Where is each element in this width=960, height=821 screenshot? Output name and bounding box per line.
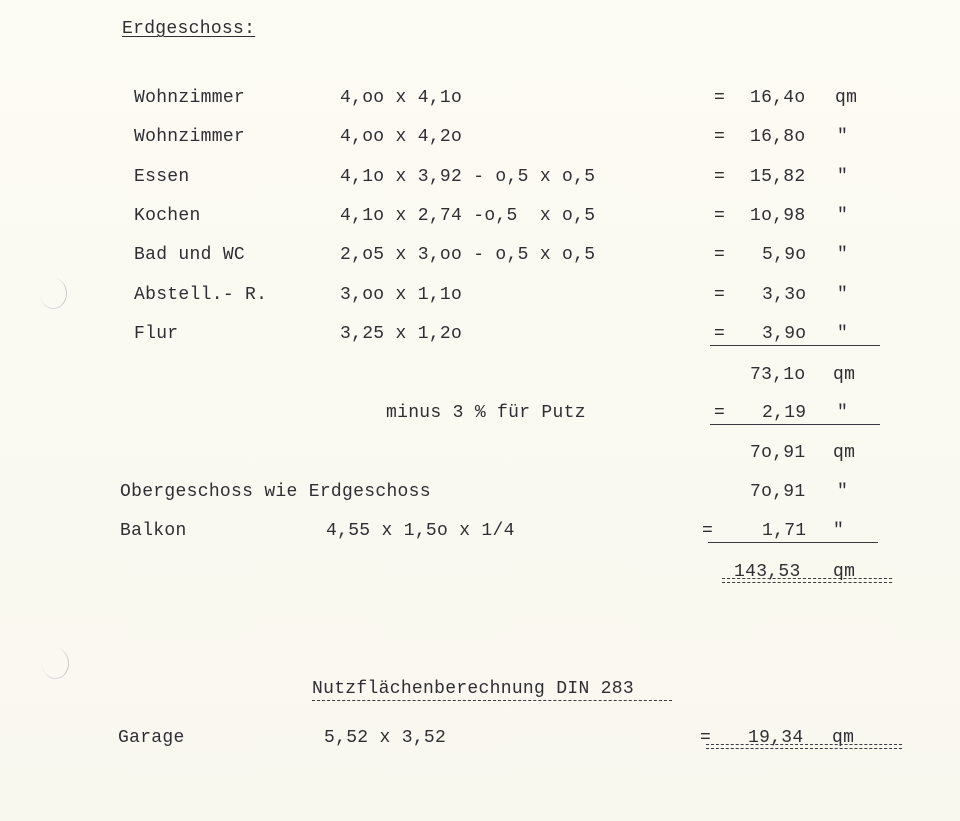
room-name: Essen [134, 167, 190, 187]
room-area: 16,8o [750, 127, 806, 147]
room-area: 15,82 [750, 167, 806, 187]
total-area: 143,53 [734, 562, 801, 582]
balcony-label: Balkon [120, 521, 187, 541]
equals-sign: = [700, 728, 712, 748]
room-calculation: 3,25 x 1,2o [340, 324, 463, 344]
balcony-calculation: 4,55 x 1,5o x 1/4 [326, 521, 515, 541]
room-name: Flur [134, 324, 179, 344]
punch-hole-bottom [42, 648, 69, 679]
section-heading-ground-floor: Erdgeschoss: [122, 19, 256, 39]
upper-floor-label: Obergeschoss wie Erdgeschoss [120, 482, 431, 502]
double-underline-total [722, 578, 892, 583]
equals-sign: = [714, 206, 726, 226]
total-unit: qm [833, 562, 856, 582]
equals-sign: = [714, 403, 726, 423]
garage-unit: qm [832, 728, 855, 748]
room-calculation: 4,oo x 4,1o [340, 88, 463, 108]
equals-sign: = [714, 127, 726, 147]
equals-sign: = [714, 245, 726, 265]
garage-calculation: 5,52 x 3,52 [324, 728, 447, 748]
double-underline-garage [706, 744, 902, 749]
room-name: Abstell.- R. [134, 285, 268, 305]
garage-area: 19,34 [748, 728, 804, 748]
heading-underline [312, 700, 672, 701]
equals-sign: = [714, 324, 726, 344]
ground-net-unit: qm [833, 443, 856, 463]
plaster-deduction-area: 2,19 [762, 403, 807, 423]
sum-line [710, 424, 880, 425]
room-name: Wohnzimmer [134, 127, 246, 147]
area-unit: " [837, 285, 849, 305]
room-calculation: 2,o5 x 3,oo - o,5 x o,5 [340, 245, 596, 265]
area-unit: " [837, 167, 849, 187]
room-area: 3,9o [762, 324, 807, 344]
garage-label: Garage [118, 728, 185, 748]
room-calculation: 4,1o x 3,92 - o,5 x o,5 [340, 167, 596, 187]
area-unit: " [837, 403, 849, 423]
area-unit: " [833, 521, 845, 541]
room-name: Kochen [134, 206, 201, 226]
area-unit: " [837, 482, 849, 502]
room-calculation: 4,oo x 4,2o [340, 127, 463, 147]
room-area: 16,4o [750, 88, 806, 108]
sum-line [710, 345, 880, 346]
area-unit: " [837, 127, 849, 147]
upper-floor-area: 7o,91 [750, 482, 806, 502]
ground-net-area: 7o,91 [750, 443, 806, 463]
subtotal-unit: qm [833, 365, 856, 385]
balcony-area: 1,71 [762, 521, 807, 541]
room-area: 5,9o [762, 245, 807, 265]
equals-sign: = [714, 285, 726, 305]
area-unit: qm [835, 88, 858, 108]
room-name: Wohnzimmer [134, 88, 246, 108]
area-unit: " [837, 245, 849, 265]
equals-sign: = [714, 88, 726, 108]
punch-hole-top [40, 278, 67, 309]
room-area: 1o,98 [750, 206, 806, 226]
equals-sign: = [714, 167, 726, 187]
subtotal-area: 73,1o [750, 365, 806, 385]
room-calculation: 3,oo x 1,1o [340, 285, 463, 305]
area-unit: " [837, 206, 849, 226]
area-unit: " [837, 324, 849, 344]
room-calculation: 4,1o x 2,74 -o,5 x o,5 [340, 206, 596, 226]
sum-line [708, 542, 878, 543]
room-area: 3,3o [762, 285, 807, 305]
room-name: Bad und WC [134, 245, 246, 265]
plaster-deduction-label: minus 3 % für Putz [386, 403, 586, 423]
equals-sign: = [702, 521, 714, 541]
section-heading-usable-area: Nutzflächenberechnung DIN 283 [312, 679, 634, 699]
